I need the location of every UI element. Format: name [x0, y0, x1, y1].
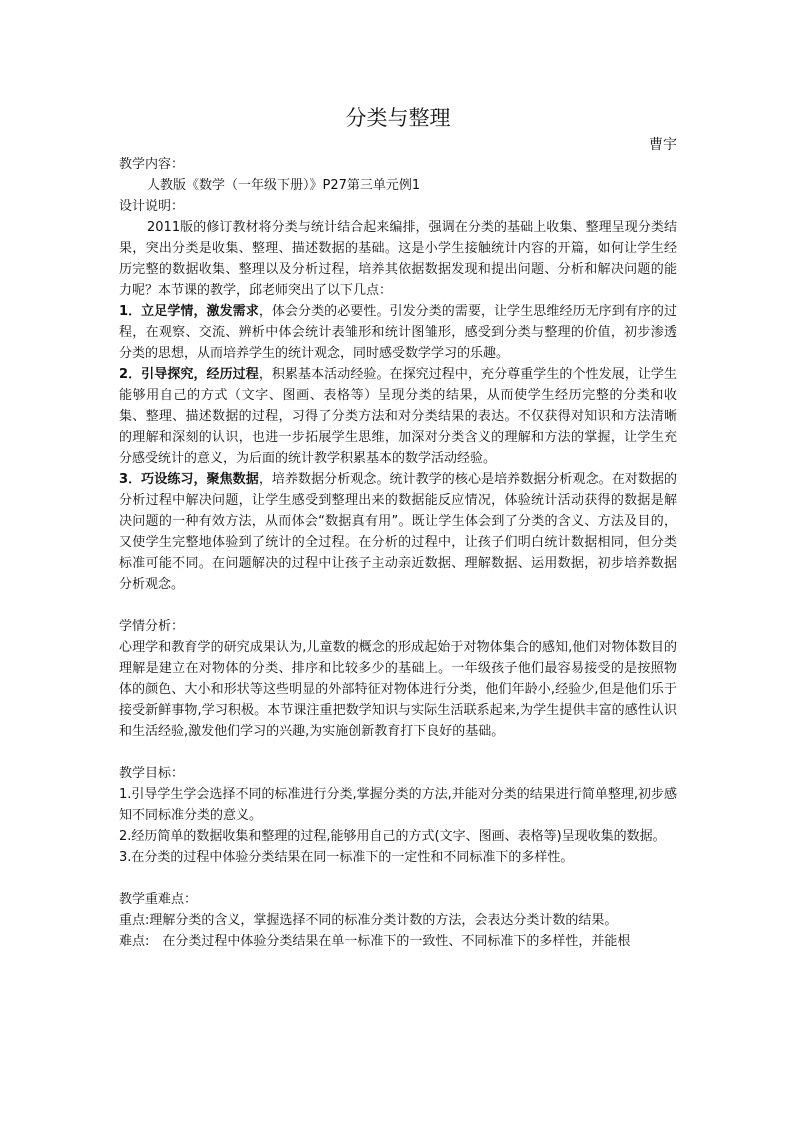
- section-label-design: 设计说明：: [119, 199, 185, 214]
- design-point-1-heading: 1．立足学情，激发需求: [119, 304, 259, 319]
- goal-item-1: 1.引导学生学会选择不同的标准进行分类,掌握分类的方法,并能对分类的结果进行简单整理,初步感知不同标准分类的意义。: [119, 787, 677, 823]
- goal-item-3: 3.在分类的过程中体验分类结果在同一标准下的一定性和不同标准下的多样性。: [119, 850, 574, 865]
- design-intro: 2011版的修订教材将分类与统计结合起来编排，强调在分类的基础上收集、整理呈现分类结果，突出分类是收集、整理、描述数据的基础。这是小学生接触统计内容的开篇，如何让学生经历完整的数据收集、整理以及分析过程，培养其依据数据发现和提出问题、分析和解决问题的能力呢？本节课的教学，邱老师突出了以下几点：: [119, 220, 677, 298]
- keypoint-important: 重点:理解分类的含义，掌握选择不同的标准分类计数的方法，会表达分类计数的结果。: [119, 913, 618, 928]
- goal-item-2: 2.经历简单的数据收集和整理的过程,能够用自己的方式(文字、图画、表格等)呈现收集的数据。: [119, 829, 666, 844]
- design-point-1-text: ，体会分类的必要性。引发分类的需要，让学生思维经历无序到有序的过程，在观察、交流、辨析中体会统计表雏形和统计图雏形，感受到分类与整理的价值，初步渗透分类的思想，从而培养学生的统计观念，同时感受数学学习的乐趣。: [119, 304, 677, 361]
- document-page: [119, 104, 677, 952]
- keypoint-difficult: 难点: 在分类过程中体验分类结果在单一标准下的一致性、不同标准下的多样性，并能根: [119, 934, 631, 949]
- spacer: [119, 868, 677, 889]
- content-text: 人教版《数学（一年级下册）》P27第三单元例1: [147, 178, 421, 193]
- spacer: [119, 742, 677, 763]
- design-point-3-text: ，培养数据分析观念。统计教学的核心是培养数据分析观念。在对数据的分析过程中解决问题，让学生感受到整理出来的数据能反应情况，体验统计活动获得的数据是解决问题的一种有效方法，从而体会“数据真有用”。既让学生体会到了分类的含义、方法及目的，又使学生完整地体验到了统计的全过程。在分析的过程中，让孩子们明白统计数据相同，但分类标准可能不同。在问题解决的过程中让孩子主动亲近数据、理解数据、运用数据，初步培养数据分析观念。: [119, 472, 677, 592]
- page-title: 分类与整理: [345, 106, 451, 130]
- analysis-text: 心理学和教育学的研究成果认为,儿童数的概念的形成起始于对物体集合的感知,他们对物体数目的理解是建立在对物体的分类、排序和比较多少的基础上。一年级孩子他们最容易接受的是按照物体的颜色、大小和形状等这些明显的外部特征对物体进行分类，他们年龄小,经验少,但是他们乐于接受新鲜事物,学习积极。本节课注重把数学知识与实际生活联系起来,为学生提供丰富的感性认识和生活经验,激发他们学习的兴趣,为实施创新教育打下良好的基础。: [119, 640, 677, 739]
- design-point-2-text: ，积累基本活动经验。在探究过程中，充分尊重学生的个性发展，让学生能够用自己的方式（文字、图画、表格等）呈现分类的结果，从而使学生经历完整的分类和收集、整理、描述数据的过程，习得了分类方法和对分类结果的表达。不仅获得对知识和方法清晰的理解和深刻的认识，也进一步拓展学生思维，加深对分类含义的理解和方法的掌握，让学生充分感受统计的意义，为后面的统计教学积累基本的数学活动经验。: [119, 367, 677, 466]
- design-point-3-heading: 3．巧设练习，聚焦数据: [119, 472, 259, 487]
- design-point-2: [119, 364, 677, 469]
- section-label-keypoints: 教学重难点：: [119, 892, 198, 907]
- design-point-2-heading: 2．引导探究，经历过程: [119, 367, 259, 382]
- section-label-goals: 教学目标：: [119, 766, 185, 781]
- author-name: 曹宇: [649, 137, 677, 153]
- spacer: [119, 595, 677, 616]
- design-point-1: [119, 301, 677, 364]
- section-label-analysis: 学情分析：: [119, 619, 185, 634]
- design-point-3: [119, 469, 677, 595]
- section-label-content: 教学内容：: [119, 157, 185, 172]
